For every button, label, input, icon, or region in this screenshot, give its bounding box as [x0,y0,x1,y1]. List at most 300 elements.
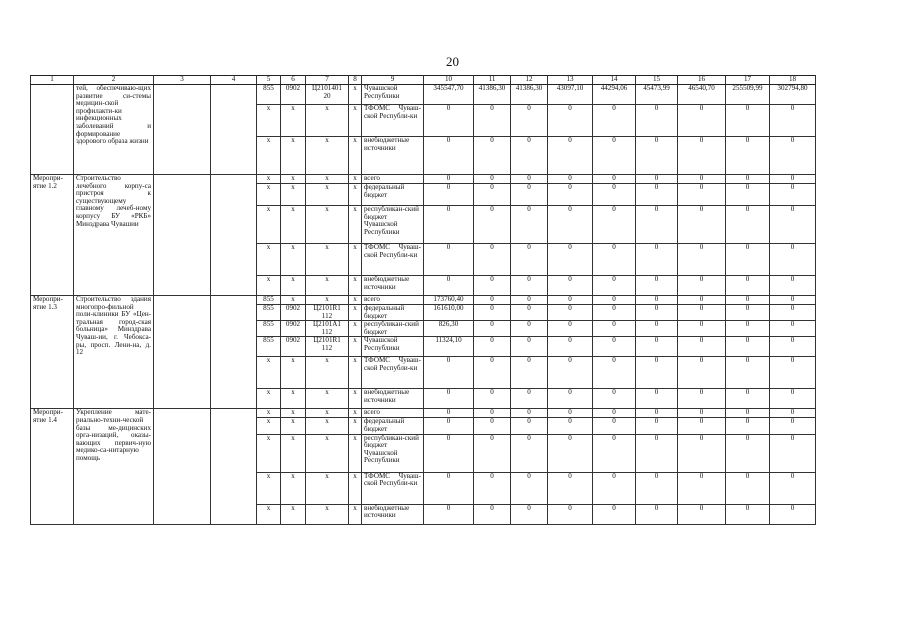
value-cell: 43097,10 [548,85,593,105]
target-article-code: х [306,389,349,409]
header-cell: 16 [678,76,726,85]
activity-name: Строительство лечебного корпу-са пристроя к существующему главному лечеб-ному корпусу БУ «РКБ» Минздрава Чувашии [74,175,154,296]
value-cell: 0 [511,434,548,472]
table-row [31,85,816,105]
expense-type-code: х [349,434,362,472]
value-cell: 0 [511,184,548,206]
header-cell: 15 [636,76,678,85]
value-cell: 0 [593,418,636,434]
value-cell: 0 [511,175,548,184]
section-code: 0902 [281,305,306,321]
value-cell: 0 [593,337,636,357]
value-cell: 0 [726,321,770,337]
value-cell: 0 [511,296,548,305]
value-cell: 0 [770,504,816,524]
value-cell: 0 [548,418,593,434]
section-code: х [281,137,306,175]
value-cell: 0 [548,137,593,175]
value-cell: 0 [636,409,678,418]
value-cell: 0 [474,409,511,418]
value-cell: 0 [726,175,770,184]
header-cell: 14 [593,76,636,85]
target-article-code: х [306,184,349,206]
funding-source: всего [362,175,424,184]
grbs-code: 855 [257,296,281,305]
funding-source: федеральный бюджет [362,418,424,434]
funding-source: федеральный бюджет [362,184,424,206]
value-cell: 0 [770,105,816,137]
expense-type-code: х [349,105,362,137]
value-cell: 0 [678,244,726,276]
target-article-code: Ц2101R1 112 [306,337,349,357]
value-cell: 0 [593,276,636,296]
value-cell: 0 [424,206,474,244]
value-cell: 0 [636,175,678,184]
value-cell: 0 [593,305,636,321]
value-cell: 0 [726,105,770,137]
value-cell: 0 [770,296,816,305]
value-cell: 0 [678,357,726,389]
grbs-code: х [257,504,281,524]
funding-source: внебюджетные источники [362,389,424,409]
header-row [31,76,816,85]
col3-cell [154,175,211,296]
value-cell: 0 [678,389,726,409]
funding-source: ТФОМС Чуваш-ской Республи-ки [362,357,424,389]
section-code: 0902 [281,321,306,337]
expense-type-code: х [349,175,362,184]
header-cell: 17 [726,76,770,85]
section-code: х [281,206,306,244]
value-cell: 0 [678,296,726,305]
value-cell: 345547,70 [424,85,474,105]
funding-source: внебюджетные источники [362,137,424,175]
value-cell: 0 [726,418,770,434]
value-cell: 0 [424,137,474,175]
expense-type-code: х [349,296,362,305]
activity-number [31,85,74,175]
value-cell: 0 [678,175,726,184]
value-cell: 0 [474,434,511,472]
value-cell: 0 [636,137,678,175]
value-cell: 0 [424,418,474,434]
value-cell: 0 [678,184,726,206]
col4-cell [211,409,257,524]
funding-source: ТФОМС Чуваш-ской Республи-ки [362,244,424,276]
header-cell: 11 [474,76,511,85]
value-cell: 0 [770,472,816,504]
value-cell: 0 [474,105,511,137]
value-cell: 0 [424,389,474,409]
value-cell: 11324,10 [424,337,474,357]
value-cell: 0 [593,434,636,472]
header-cell: 18 [770,76,816,85]
value-cell: 0 [548,337,593,357]
value-cell: 0 [636,305,678,321]
value-cell: 0 [593,244,636,276]
value-cell: 0 [636,504,678,524]
grbs-code: х [257,206,281,244]
header-cell: 8 [349,76,362,85]
section-code: х [281,418,306,434]
grbs-code: 855 [257,85,281,105]
header-cell: 5 [257,76,281,85]
section-code: х [281,357,306,389]
value-cell: 0 [770,321,816,337]
funding-source: республикан-ский бюджет Чувашской Республики [362,206,424,244]
page-number: 20 [446,54,459,69]
funding-source: ТФОМС Чуваш-ской Республи-ки [362,472,424,504]
value-cell: 0 [474,472,511,504]
funding-source: внебюджетные источники [362,504,424,524]
value-cell: 0 [636,434,678,472]
expense-type-code: х [349,321,362,337]
grbs-code: х [257,389,281,409]
value-cell: 0 [678,434,726,472]
activity-number: Меропри-ятие 1.3 [31,296,74,409]
value-cell: 0 [511,409,548,418]
value-cell: 0 [474,184,511,206]
value-cell: 0 [474,137,511,175]
target-article-code: х [306,434,349,472]
section-code: х [281,175,306,184]
value-cell: 302794,80 [770,85,816,105]
target-article-code: х [306,175,349,184]
value-cell: 0 [770,434,816,472]
table-row [31,409,816,418]
header-cell: 4 [211,76,257,85]
value-cell: 0 [678,276,726,296]
header-cell: 1 [31,76,74,85]
value-cell: 255509,99 [726,85,770,105]
expense-type-code: х [349,137,362,175]
value-cell: 0 [770,184,816,206]
grbs-code: х [257,276,281,296]
value-cell: 0 [636,276,678,296]
value-cell: 0 [726,389,770,409]
funding-source: всего [362,409,424,418]
value-cell: 0 [678,206,726,244]
target-article-code: х [306,357,349,389]
section-code: х [281,472,306,504]
value-cell: 0 [636,357,678,389]
value-cell: 0 [511,337,548,357]
value-cell: 0 [511,357,548,389]
value-cell: 0 [726,244,770,276]
value-cell: 0 [548,105,593,137]
grbs-code: 855 [257,321,281,337]
funding-source: республикан-ский бюджет Чувашской Республики [362,434,424,472]
value-cell: 0 [474,206,511,244]
value-cell: 0 [548,504,593,524]
header-cell: 13 [548,76,593,85]
value-cell: 0 [726,206,770,244]
value-cell: 0 [548,175,593,184]
value-cell: 0 [474,504,511,524]
value-cell: 826,30 [424,321,474,337]
section-code: 0902 [281,337,306,357]
header-cell: 6 [281,76,306,85]
grbs-code: х [257,418,281,434]
value-cell: 0 [424,184,474,206]
activity-name: тей, обеспечиваю-щих развитие си-стемы медицин-ской профилакти-ки инфекционных заболеваний и формирование здорового образа жизни [74,85,154,175]
funding-source: федеральный бюджет [362,305,424,321]
value-cell: 173760,40 [424,296,474,305]
value-cell: 0 [474,244,511,276]
value-cell: 0 [474,296,511,305]
section-code: х [281,105,306,137]
value-cell: 0 [636,337,678,357]
value-cell: 0 [511,105,548,137]
value-cell: 0 [424,244,474,276]
value-cell: 0 [593,296,636,305]
value-cell: 0 [678,409,726,418]
funding-source: всего [362,296,424,305]
value-cell: 0 [770,276,816,296]
value-cell: 44294,06 [593,85,636,105]
expense-type-code: х [349,472,362,504]
expense-type-code: х [349,206,362,244]
value-cell: 0 [636,105,678,137]
value-cell: 0 [636,418,678,434]
value-cell: 0 [474,276,511,296]
funding-source: республикан-ский бюджет [362,321,424,337]
col4-cell [211,175,257,296]
grbs-code: х [257,137,281,175]
grbs-code: х [257,244,281,276]
activity-number: Меропри-ятие 1.2 [31,175,74,296]
value-cell: 0 [474,357,511,389]
value-cell: 0 [636,244,678,276]
value-cell: 0 [678,137,726,175]
value-cell: 0 [678,321,726,337]
value-cell: 0 [636,206,678,244]
funding-source: Чувашской Республики [362,337,424,357]
value-cell: 0 [770,244,816,276]
section-code: х [281,409,306,418]
value-cell: 0 [511,137,548,175]
value-cell: 161610,00 [424,305,474,321]
header-cell: 7 [306,76,349,85]
grbs-code: х [257,105,281,137]
value-cell: 0 [593,321,636,337]
funding-source: ТФОМС Чуваш-ской Республи-ки [362,105,424,137]
value-cell: 0 [474,321,511,337]
value-cell: 41386,30 [511,85,548,105]
value-cell: 0 [474,305,511,321]
value-cell: 0 [770,137,816,175]
target-article-code: х [306,504,349,524]
activity-name: Строительство здания многопро-фильной поли-клиники БУ «Цен-тральная город-ская больница» Минздрава Чуваш-ии, г. Чебокса-ры, просп. Лени-на, д. 12 [74,296,154,409]
target-article-code: х [306,472,349,504]
value-cell: 0 [511,244,548,276]
expense-type-code: х [349,409,362,418]
value-cell: 0 [726,337,770,357]
value-cell: 0 [593,175,636,184]
expense-type-code: х [349,85,362,105]
value-cell: 0 [678,305,726,321]
value-cell: 0 [511,504,548,524]
value-cell: 0 [726,472,770,504]
target-article-code: х [306,418,349,434]
grbs-code: х [257,434,281,472]
value-cell: 0 [770,305,816,321]
col3-cell [154,85,211,175]
table-row [31,296,816,305]
value-cell: 0 [726,296,770,305]
budget-table [30,75,816,525]
value-cell: 0 [511,206,548,244]
value-cell: 0 [726,305,770,321]
col3-cell [154,409,211,524]
grbs-code: х [257,472,281,504]
value-cell: 0 [548,357,593,389]
value-cell: 45473,99 [636,85,678,105]
grbs-code: 855 [257,305,281,321]
value-cell: 0 [424,175,474,184]
section-code: х [281,184,306,206]
expense-type-code: х [349,337,362,357]
value-cell: 0 [424,504,474,524]
value-cell: 0 [678,105,726,137]
target-article-code: х [306,206,349,244]
expense-type-code: х [349,504,362,524]
value-cell: 46540,70 [678,85,726,105]
value-cell: 0 [424,276,474,296]
section-code: х [281,389,306,409]
value-cell: 0 [593,137,636,175]
value-cell: 0 [636,321,678,337]
value-cell: 0 [770,175,816,184]
target-article-code: Ц2101R1 112 [306,305,349,321]
value-cell: 0 [726,137,770,175]
value-cell: 0 [770,337,816,357]
value-cell: 0 [424,357,474,389]
value-cell: 0 [678,504,726,524]
col4-cell [211,296,257,409]
target-article-code: х [306,137,349,175]
grbs-code: х [257,175,281,184]
value-cell: 0 [636,472,678,504]
value-cell: 0 [770,206,816,244]
value-cell: 0 [636,184,678,206]
header-cell: 12 [511,76,548,85]
value-cell: 0 [678,472,726,504]
value-cell: 0 [726,184,770,206]
grbs-code: 855 [257,337,281,357]
value-cell: 0 [511,472,548,504]
target-article-code: х [306,276,349,296]
value-cell: 0 [593,357,636,389]
value-cell: 0 [770,389,816,409]
value-cell: 0 [548,305,593,321]
expense-type-code: х [349,418,362,434]
col4-cell [211,85,257,175]
value-cell: 0 [511,276,548,296]
section-code: х [281,296,306,305]
value-cell: 0 [548,206,593,244]
value-cell: 0 [548,472,593,504]
value-cell: 0 [593,472,636,504]
value-cell: 0 [511,418,548,434]
value-cell: 0 [770,409,816,418]
target-article-code: х [306,296,349,305]
target-article-code: х [306,244,349,276]
section-code: х [281,244,306,276]
value-cell: 0 [678,418,726,434]
value-cell: 0 [511,321,548,337]
value-cell: 0 [474,337,511,357]
value-cell: 0 [511,305,548,321]
section-code: х [281,434,306,472]
value-cell: 0 [726,434,770,472]
value-cell: 0 [424,105,474,137]
value-cell: 0 [726,276,770,296]
header-cell: 3 [154,76,211,85]
value-cell: 0 [636,296,678,305]
section-code: х [281,504,306,524]
expense-type-code: х [349,244,362,276]
value-cell: 0 [636,389,678,409]
target-article-code: Ц2101А1 112 [306,321,349,337]
value-cell: 0 [726,504,770,524]
value-cell: 0 [548,321,593,337]
value-cell: 41386,30 [474,85,511,105]
value-cell: 0 [593,504,636,524]
value-cell: 0 [548,184,593,206]
value-cell: 0 [593,105,636,137]
value-cell: 0 [770,357,816,389]
expense-type-code: х [349,357,362,389]
value-cell: 0 [474,175,511,184]
target-article-code: Ц2101401 20 [306,85,349,105]
expense-type-code: х [349,276,362,296]
value-cell: 0 [593,184,636,206]
table-row [31,175,816,184]
value-cell: 0 [474,418,511,434]
value-cell: 0 [678,337,726,357]
target-article-code: х [306,105,349,137]
section-code: 0902 [281,85,306,105]
col3-cell [154,296,211,409]
grbs-code: х [257,357,281,389]
grbs-code: х [257,409,281,418]
header-cell: 10 [424,76,474,85]
value-cell: 0 [548,389,593,409]
header-cell: 2 [74,76,154,85]
activity-number: Меропри-ятие 1.4 [31,409,74,524]
value-cell: 0 [548,296,593,305]
target-article-code: х [306,409,349,418]
funding-source: внебюджетные источники [362,276,424,296]
value-cell: 0 [726,357,770,389]
value-cell: 0 [593,409,636,418]
value-cell: 0 [424,409,474,418]
value-cell: 0 [424,472,474,504]
value-cell: 0 [548,409,593,418]
value-cell: 0 [770,418,816,434]
expense-type-code: х [349,184,362,206]
grbs-code: х [257,184,281,206]
value-cell: 0 [548,434,593,472]
funding-source: Чувашской Республики [362,85,424,105]
activity-name: Укрепление мате-риально-техни-ческой базы ме-дицинских орга-низаций, оказы-вающих первич-ную медико-са-нитарную помощь [74,409,154,524]
expense-type-code: х [349,389,362,409]
header-cell: 9 [362,76,424,85]
value-cell: 0 [548,276,593,296]
section-code: х [281,276,306,296]
expense-type-code: х [349,305,362,321]
